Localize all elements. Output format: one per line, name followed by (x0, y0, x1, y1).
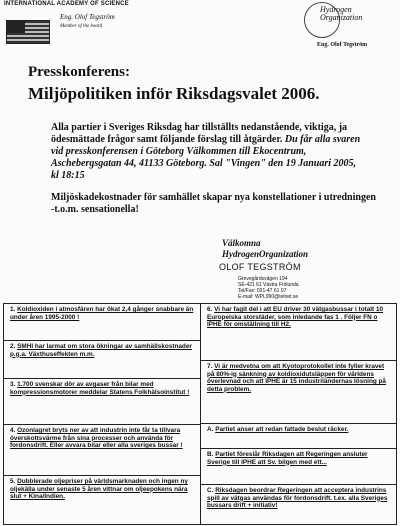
issue-item: 2. SMHI har larmat om stora ökningar av samhällskostnader p.g.a. Växthuseffekten m.m. (4, 341, 200, 379)
issue-item: 6. Vi har fagit del i att EU driver 30 vätgasbussar i totalt 10 Europeiska storstäder, som inledande fas 1 . Följer FN o IPHE för omställning till H2. (201, 304, 396, 361)
issue-item: C. Riksdagen beordrar Regeringen att acceptera industrins spill av vätgas användas för fordonsdrift. t.ex. alla Sveriges bussars drift + initiativ! (207, 487, 388, 509)
left-author-role: Member of the board (60, 24, 103, 29)
header-right (298, 0, 398, 52)
issue-item: 5. Dubblerade oljepriser på världsmarknaden och ingen ny oljekälla under senaste 5 åren vittnar om oljeepokens nära slut + Kina/Indien. (10, 478, 188, 500)
title-line-2: Miljöpolitiken inför Riksdagsvalet 2006. (28, 84, 320, 103)
welcome-block (222, 238, 308, 260)
title-line-1: Presskonferens: (28, 64, 130, 80)
flag-icon (6, 20, 50, 44)
issue-item: 7. Vi är medvetna om att Kyotoprotokollet inte fyller kravet på 80%-ig sänkning av koldioxidutsläppen för världens överlevnad och att IPHE är 15 industriländernas lösning på detta problem. (201, 361, 396, 424)
issue-item: B. Partiet föreslår Riksdagen att Regeringen ansluter Sverige till IPHE att Sv. bilgen med ett... (201, 449, 396, 485)
issue-item: 4. Ozonlagret bryts ner av att industrin inte får ta tillvara överskottsvärme från sina processer och använda för fordonsdrift. Eller avvara bilar eller alla sveriges bussar ! (4, 425, 200, 476)
flag-emblem (6, 14, 52, 44)
address-line-4: E-mail: WPL990@telnet.se (238, 294, 299, 300)
intro-italic: Du får alla svaren vid presskonferensen i Göteborg Välkommen till Ekocentrum, Aschebergsgatan 44, 41133 Göteborg. Sal "Vingen" den 19 Januari 2005, kl 18:15 (51, 134, 361, 181)
address-line-1: Grevegårdsvägen 194 (238, 276, 288, 282)
address-line-2: SE-421 61 Västra Frölunda (238, 282, 299, 288)
right-column (201, 304, 396, 524)
signature-name: OLOF TEGSTRÖM (219, 262, 301, 272)
left-author-name: Eng. Olof Tegström (60, 13, 115, 21)
address-line-3: Tel/Fax: 031-47 61 07 (238, 288, 287, 294)
issue-item: 3. 1.700 svenskar dör av avgaser från bilar med kompressionsmotorer meddelar Statens Folkhälsoinstitut ! (4, 379, 200, 425)
issue-item: 1. Koldioxiden i atmosfären har ökat 2,4 gånger snabbare än under åren 1995-2000 ! (4, 304, 200, 341)
intro-paragraph (51, 122, 361, 182)
logo-text: Hydrogen Organization (320, 5, 363, 22)
right-author-name: Eng. Olof Tegström (317, 42, 368, 48)
academy-name: INTERNATIONAL ACADEMY OF SCIENCE (4, 1, 129, 7)
welcome-line-1: Välkomna (222, 238, 261, 248)
left-column (4, 304, 201, 524)
second-paragraph: Miljöskadekostnader för samhället skapar nya konstellationer i utredningen -t.o.m. sensationella! (51, 192, 376, 215)
header-left (4, 1, 199, 7)
issues-table (3, 303, 397, 525)
welcome-line-2: HydrogenOrganization (222, 249, 309, 259)
issue-item: A. Partiet anser att redan fattade beslut räcker. (201, 424, 396, 449)
intro-plain: Alla partier i Sveriges Riksdag har tillställts nedanstående, viktiga, ja ödesmättade frågor samt följande förslag till åtgärder. (51, 122, 348, 145)
signature-address (238, 276, 299, 300)
